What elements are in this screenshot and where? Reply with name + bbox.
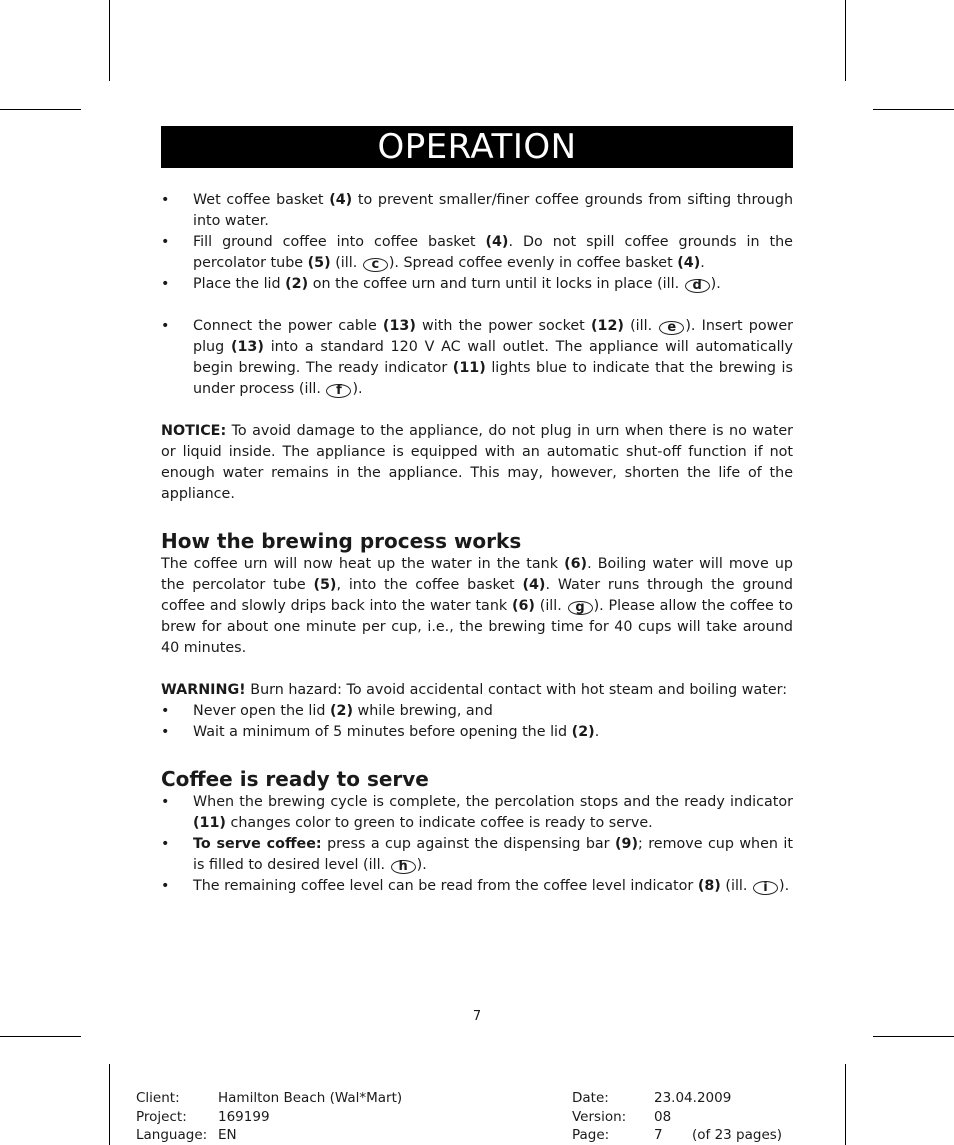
operation-content xyxy=(161,190,793,897)
crop-mark xyxy=(0,109,81,110)
crop-mark xyxy=(109,1064,110,1145)
date-label: Date: xyxy=(572,1090,609,1106)
list-item: • Wet coffee basket (4) to prevent smaller/finer coffee grounds from sifting through into water. xyxy=(161,192,794,229)
client-label: Client: xyxy=(136,1090,180,1106)
page-value: 7 xyxy=(654,1127,663,1143)
bullet-icon: • xyxy=(161,878,170,894)
list-item: • The remaining coffee level can be read from the coffee level indicator (8) (ill. i ). xyxy=(161,878,790,895)
page-label: Page: xyxy=(572,1127,610,1143)
bullet-icon: • xyxy=(161,276,170,292)
version-value: 08 xyxy=(654,1108,672,1125)
list-item: • Connect the power cable (13) with the power socket (12) (ill. e ). Insert power plug (13) into a standard 120 V AC wall outlet. The appliance will automatically begin brewing. The ready indicator (11) lights blue to indicate that the brewing is under process (ill. f ). xyxy=(161,318,793,398)
list-item: • When the brewing cycle is complete, the percolation stops and the ready indicator (11) changes color to green to indicate coffee is ready to serve. xyxy=(161,794,793,831)
bullet-icon: • xyxy=(161,724,170,740)
illustration-ref-f: f xyxy=(326,384,351,398)
illustration-ref-h: h xyxy=(391,860,416,874)
list-item: • Never open the lid (2) while brewing, and xyxy=(161,701,793,722)
bullet-icon: • xyxy=(161,703,170,719)
bullet-list-connect xyxy=(161,316,793,400)
footer-right xyxy=(572,1089,782,1145)
bullet-icon: • xyxy=(161,836,170,852)
brewing-paragraph: The coffee urn will now heat up the water in the tank (6). Boiling water will move up the percolator tube (5), into the coffee basket (4). Water runs through the ground coffee and slowly drips back into the water tank (6) (ill. g ). Please allow the coffee to brew for about one minute per cup, i.e., the brewing time for 40 cups will take around 40 minutes. xyxy=(161,556,793,656)
bullet-list-serve xyxy=(161,792,793,897)
bullet-list-warning xyxy=(161,701,793,743)
crop-mark xyxy=(873,1036,954,1037)
bullet-icon: • xyxy=(161,318,170,334)
bullet-icon: • xyxy=(161,192,170,208)
section-heading-serve: Coffee is ready to serve xyxy=(161,767,429,791)
list-item: • Fill ground coffee into coffee basket (4). Do not spill coffee grounds in the percolator tube (5) (ill. c ). Spread coffee evenly in coffee basket (4). xyxy=(161,234,793,272)
date-value: 23.04.2009 xyxy=(654,1090,732,1106)
crop-mark xyxy=(873,109,954,110)
crop-mark xyxy=(845,1064,846,1145)
client-value: Hamilton Beach (Wal*Mart) xyxy=(218,1090,403,1106)
list-item: • To serve coffee: press a cup against the dispensing bar (9); remove cup when it is filled to desired level (ill. h ). xyxy=(161,836,793,874)
crop-mark xyxy=(0,1036,81,1037)
notice-paragraph: NOTICE: To avoid damage to the appliance, do not plug in urn when there is no water or liquid inside. The appliance is equipped with an automatic shut-off function if not enough water remains in the appliance. This may, however, shorten the life of the appliance. xyxy=(161,423,793,502)
bullet-list-preparation xyxy=(161,190,793,295)
crop-mark xyxy=(109,0,110,81)
language-value: EN xyxy=(218,1127,237,1143)
illustration-ref-e: e xyxy=(659,321,684,335)
crop-mark xyxy=(845,0,846,81)
warning-paragraph: WARNING! Burn hazard: To avoid accidental contact with hot steam and boiling water: xyxy=(161,682,788,698)
bullet-icon: • xyxy=(161,794,170,810)
bullet-icon: • xyxy=(161,234,170,250)
page-number: 7 xyxy=(472,1009,482,1024)
project-label: Project: xyxy=(136,1108,187,1125)
language-label: Language: xyxy=(136,1127,208,1143)
version-label: Version: xyxy=(572,1108,627,1125)
list-item: • Wait a minimum of 5 minutes before opening the lid (2). xyxy=(161,722,793,743)
illustration-ref-i: i xyxy=(753,881,778,895)
project-value: 169199 xyxy=(218,1108,270,1125)
illustration-ref-g: g xyxy=(568,601,593,615)
illustration-ref-d: d xyxy=(685,279,710,293)
list-item: • Place the lid (2) on the coffee urn and turn until it locks in place (ill. d ). xyxy=(161,276,721,293)
page-total: (of 23 pages) xyxy=(692,1127,783,1143)
footer-left xyxy=(136,1089,402,1145)
page-title: OPERATION xyxy=(161,126,793,168)
illustration-ref-c: c xyxy=(363,258,388,272)
section-heading-brewing: How the brewing process works xyxy=(161,529,522,553)
